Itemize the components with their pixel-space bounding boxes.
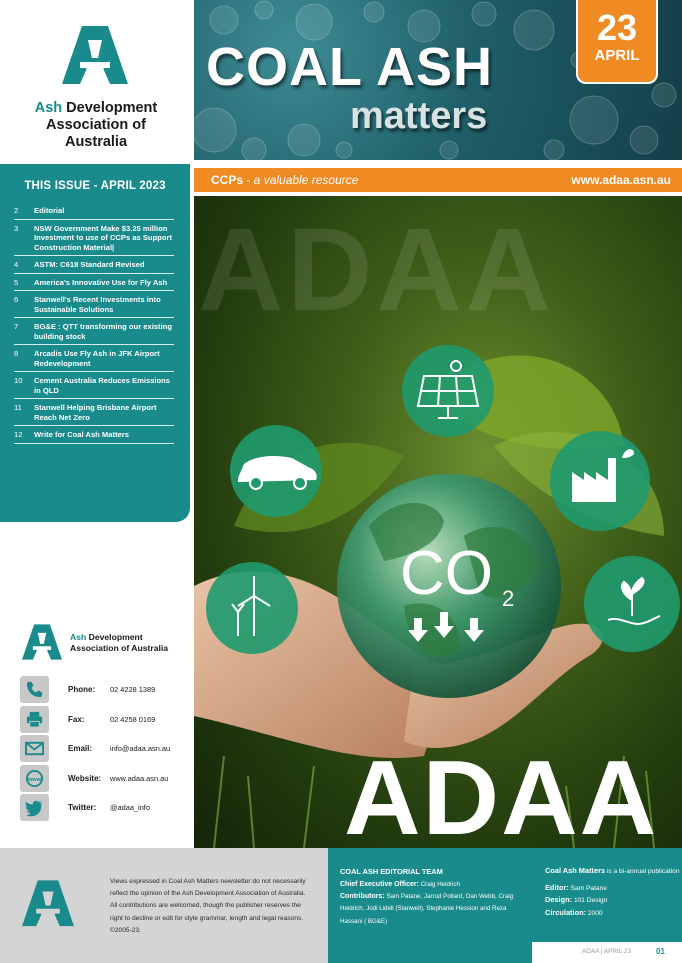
factory-icon <box>550 431 650 531</box>
solar-panel-icon <box>402 345 494 437</box>
contact-org-name: Ash Development Association of Australia <box>70 632 169 653</box>
tagline: CCPs - a valuable resource <box>211 173 359 187</box>
contents-item[interactable]: 5 America's Innovative Use for Fly Ash <box>14 274 174 292</box>
phone-value[interactable]: 02 4228 1389 <box>110 685 156 694</box>
page-label: ADAA | APRIL 23 <box>582 948 632 955</box>
cover-image <box>194 196 682 848</box>
org-name: Ash Development Association of Australia <box>34 100 158 150</box>
publication-subtitle: matters <box>350 95 488 137</box>
wind-turbine-icon <box>206 562 298 654</box>
email-value[interactable]: info@adaa.asn.au <box>110 744 171 753</box>
tagline-strip <box>194 168 682 192</box>
publication-title: COAL ASH <box>206 37 494 97</box>
plant-in-hand-icon <box>584 556 680 652</box>
contact-twitter: Twitter: @adaa_info <box>20 794 190 824</box>
contents-item[interactable]: 2 Editorial <box>14 202 174 220</box>
this-issue-title: THIS ISSUE - APRIL 2023 <box>24 180 166 192</box>
website-link[interactable]: www.adaa.asn.au <box>571 173 671 187</box>
contents-item[interactable]: 11 Stanwell Helping Brisbane Airport Reach Net Zero <box>14 399 174 426</box>
contents-item[interactable]: 8 Arcadis Use Fly Ash in JFK Airport Redevelopment <box>14 345 174 372</box>
issue-contents-list <box>14 202 174 444</box>
footer-disclaimer-panel <box>0 848 328 963</box>
adaa-watermark: ADAA <box>198 204 555 336</box>
header-logo-panel <box>0 0 192 160</box>
fax-icon <box>20 706 49 733</box>
editorial-team-title: COAL ASH EDITORIAL TEAM <box>340 867 443 876</box>
contact-phone: Phone: 02 4228 1389 <box>20 676 190 706</box>
contents-item[interactable]: 3 NSW Government Make $3.25 million Investment to use of CCPs as Support Construction Material| <box>14 220 174 257</box>
co2-label: CO <box>400 539 493 608</box>
contents-item[interactable]: 12 Write for Coal Ash Matters <box>14 426 174 444</box>
contents-item[interactable]: 4 ASTM: C618 Standard Revised <box>14 256 174 274</box>
adaa-brand-text: ADAA <box>344 739 659 848</box>
fax-value: 02 4258 0169 <box>110 714 156 724</box>
phone-icon <box>20 676 49 703</box>
editorial-team-list: Chief Executive Officer: Craig Heidrich Contributors: Sam Patane, Jarrod Pollard, Dan Webb, Craig Heidrich, Jodi Lidell (Stanwell), Stephanie Hession and Reza Hassani ( BG&E) <box>340 881 514 925</box>
adaa-small-logo-icon <box>22 624 62 660</box>
co2-subscript: 2 <box>502 586 515 611</box>
contact-website: www Website: www.adaa.asn.au <box>20 765 190 795</box>
this-issue-panel <box>0 160 190 522</box>
electric-car-icon <box>230 425 322 517</box>
contact-email: Email: info@adaa.asn.au <box>20 735 190 765</box>
website-icon <box>20 765 49 792</box>
contents-item[interactable]: 10 Cement Australia Reduces Emissions in QLD <box>14 372 174 399</box>
contact-fax: Fax: 02 4258 0169 <box>20 706 190 736</box>
disclaimer-text: Views expressed in Coal Ash Matters newsletter do not necessarily reflect the opinion of the Ash Development Association of Australia. All contributions are welcomed, though the publisher reserves the right to decline or edit for style grammar, length and legal reasons. ©2005-23. <box>110 878 306 934</box>
editorial-team-panel <box>328 848 532 963</box>
adaa-logo-icon <box>62 26 128 84</box>
issue-date-badge <box>576 0 658 84</box>
issue-day: 23 <box>596 7 638 48</box>
adaa-footer-logo-icon <box>22 876 74 940</box>
contents-item[interactable]: 6 Stanwell's Recent Investments into Sustainable Solutions <box>14 291 174 318</box>
contents-item[interactable]: 7 BG&E : QTT transforming our existing building stock <box>14 318 174 345</box>
issue-month: APRIL <box>594 47 640 64</box>
page-number: 01 <box>656 947 665 956</box>
website-value[interactable]: www.adaa.asn.au <box>110 773 169 783</box>
contact-list <box>20 676 190 824</box>
twitter-icon <box>20 794 49 821</box>
email-icon <box>20 735 49 762</box>
svg-text:www: www <box>27 776 42 783</box>
twitter-value[interactable]: @adaa_info <box>110 803 150 812</box>
publication-info: Coal Ash Matters is a bi-annual publication Editor: Sam Patane Design: 101 Design Circulation: 2000 <box>545 866 680 917</box>
page-footer-tab <box>532 942 682 963</box>
